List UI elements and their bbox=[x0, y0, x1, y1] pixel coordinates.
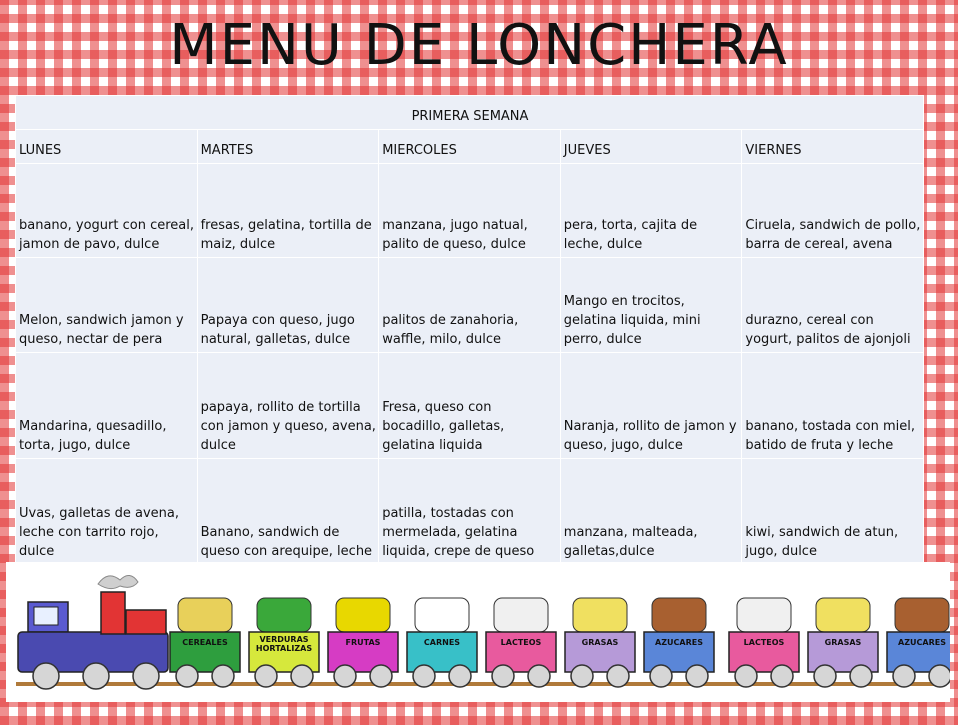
wheel-icon bbox=[33, 663, 59, 689]
wheel-icon bbox=[814, 665, 836, 687]
train-car-label: LACTEOS bbox=[743, 638, 785, 647]
train-car-lacteos bbox=[729, 598, 799, 687]
wheel-icon bbox=[571, 665, 593, 687]
wheel-icon bbox=[650, 665, 672, 687]
wheel-icon bbox=[893, 665, 915, 687]
wheel-icon bbox=[929, 665, 950, 687]
wheel-icon bbox=[492, 665, 514, 687]
wheel-icon bbox=[83, 663, 109, 689]
menu-table bbox=[15, 95, 924, 565]
menu-cell: fresas, gelatina, tortilla de maiz, dulce bbox=[197, 164, 379, 258]
wheel-icon bbox=[607, 665, 629, 687]
train-car-azucares bbox=[887, 598, 950, 687]
wheel-icon bbox=[771, 665, 793, 687]
day-header-jueves: JUEVES bbox=[560, 130, 742, 164]
wheel-icon bbox=[735, 665, 757, 687]
day-header-martes: MARTES bbox=[197, 130, 379, 164]
train-car-label: GRASAS bbox=[824, 638, 862, 647]
menu-cell: kiwi, sandwich de atun, jugo, dulce bbox=[742, 458, 924, 564]
train-car-grasas bbox=[565, 598, 635, 687]
table-row bbox=[16, 458, 924, 564]
table-row bbox=[16, 258, 924, 352]
train-car-label: HORTALIZAS bbox=[255, 644, 313, 653]
week-header: PRIMERA SEMANA bbox=[16, 96, 924, 130]
train-car-carnes bbox=[407, 598, 477, 687]
wheel-icon bbox=[176, 665, 198, 687]
menu-cell: Melon, sandwich jamon y queso, nectar de pera bbox=[16, 258, 198, 352]
menu-cell: Papaya con queso, jugo natural, galletas, dulce bbox=[197, 258, 379, 352]
day-header-lunes: LUNES bbox=[16, 130, 198, 164]
train-car-verduras-hortalizas bbox=[249, 598, 319, 687]
train-car-label: CEREALES bbox=[182, 638, 228, 647]
menu-cell: manzana, jugo natual, palito de queso, dulce bbox=[379, 164, 561, 258]
menu-cell: banano, tostada con miel, batido de fruta y leche bbox=[742, 352, 924, 458]
menu-cell: banano, yogurt con cereal, jamon de pavo, dulce bbox=[16, 164, 198, 258]
train-car-label: LACTEOS bbox=[500, 638, 542, 647]
menu-cell: papaya, rollito de tortilla con jamon y queso, avena, dulce bbox=[197, 352, 379, 458]
train-car-label: FRUTAS bbox=[345, 638, 381, 647]
page-title: MENU DE LONCHERA bbox=[169, 13, 789, 78]
day-header-viernes: VIERNES bbox=[742, 130, 924, 164]
train-car-grasas bbox=[808, 598, 878, 687]
table-row bbox=[16, 352, 924, 458]
wheel-icon bbox=[212, 665, 234, 687]
train-car-label: AZUCARES bbox=[655, 638, 703, 647]
train-car-azucares bbox=[644, 598, 714, 687]
menu-cell: pera, torta, cajita de leche, dulce bbox=[560, 164, 742, 258]
table-row bbox=[16, 164, 924, 258]
wheel-icon bbox=[449, 665, 471, 687]
wheel-icon bbox=[528, 665, 550, 687]
menu-cell: manzana, malteada, galletas,dulce bbox=[560, 458, 742, 564]
wheel-icon bbox=[413, 665, 435, 687]
menu-cell: Naranja, rollito de jamon y queso, jugo, dulce bbox=[560, 352, 742, 458]
train-car-label: AZUCARES bbox=[898, 638, 946, 647]
wheel-icon bbox=[133, 663, 159, 689]
wheel-icon bbox=[291, 665, 313, 687]
menu-cell: palitos de zanahoria, waffle, milo, dulce bbox=[379, 258, 561, 352]
menu-cell: patilla, tostadas con mermelada, gelatina liquida, crepe de queso bbox=[379, 458, 561, 564]
wheel-icon bbox=[334, 665, 356, 687]
wheel-icon bbox=[850, 665, 872, 687]
menu-cell: Fresa, queso con bocadillo, galletas, gelatina liquida bbox=[379, 352, 561, 458]
wheel-icon bbox=[370, 665, 392, 687]
menu-cell: Uvas, galletas de avena, leche con tarrito rojo, dulce bbox=[16, 458, 198, 564]
train-car-lacteos bbox=[486, 598, 556, 687]
train-car-cereales bbox=[170, 598, 240, 687]
wheel-icon bbox=[255, 665, 277, 687]
menu-cell: Banano, sandwich de queso con arequipe, leche bbox=[197, 458, 379, 564]
train-car-label: GRASAS bbox=[581, 638, 619, 647]
train-icon bbox=[6, 562, 950, 702]
day-header-miercoles: MIERCOLES bbox=[379, 130, 561, 164]
train-car-frutas bbox=[328, 598, 398, 687]
food-train-illustration bbox=[6, 562, 950, 702]
menu-cell: Mango en trocitos, gelatina liquida, mini perro, dulce bbox=[560, 258, 742, 352]
train-car-label: CARNES bbox=[423, 638, 461, 647]
engine-icon bbox=[18, 575, 168, 672]
menu-cell: Mandarina, quesadillo, torta, jugo, dulce bbox=[16, 352, 198, 458]
menu-cell: durazno, cereal con yogurt, palitos de ajonjoli bbox=[742, 258, 924, 352]
menu-cell: Ciruela, sandwich de pollo, barra de cereal, avena bbox=[742, 164, 924, 258]
train-car-label: VERDURAS bbox=[259, 635, 309, 644]
wheel-icon bbox=[686, 665, 708, 687]
